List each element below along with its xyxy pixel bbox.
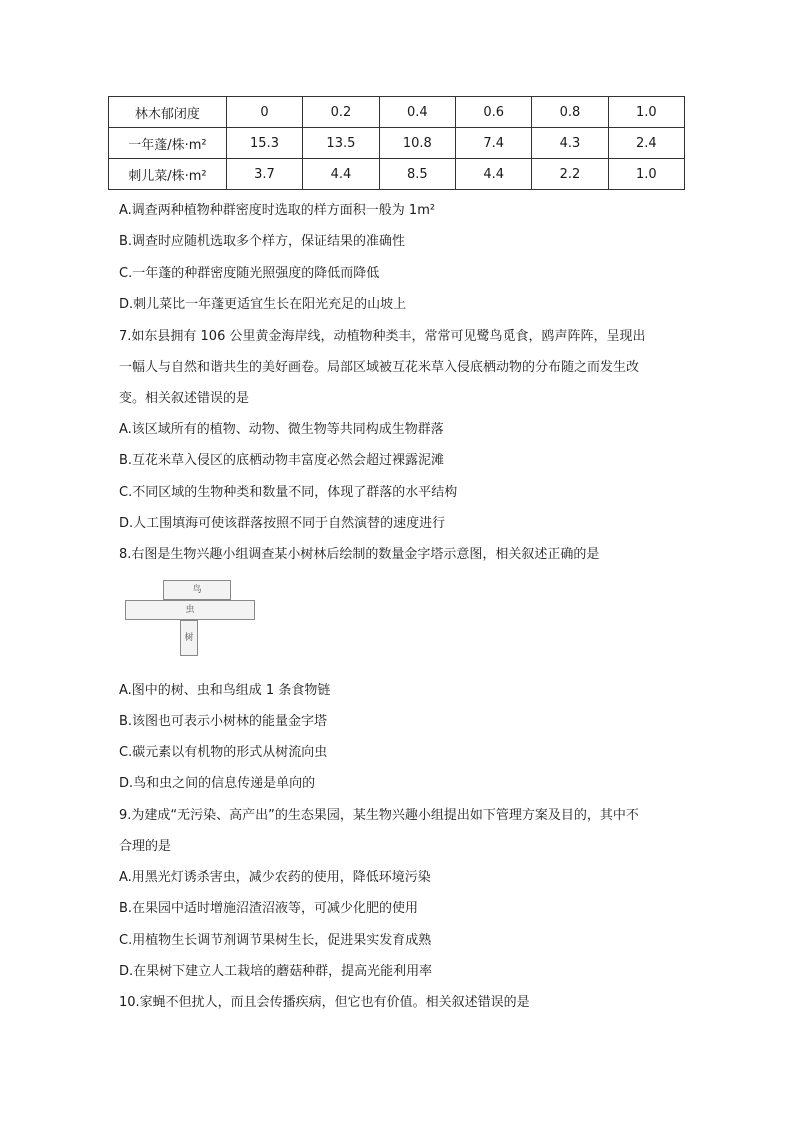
- table-cell: 一年蓬/株·m²: [109, 128, 227, 159]
- pyramid-bird-block: [163, 580, 231, 600]
- table-cell: 0.2: [303, 97, 379, 128]
- table-cell: 7.4: [456, 128, 532, 159]
- canopy-density-table: [108, 96, 685, 190]
- table-cell: 8.5: [379, 159, 455, 190]
- table-cell: 4.4: [303, 159, 379, 190]
- table-cell: 0.6: [456, 97, 532, 128]
- table-cell: 0.8: [532, 97, 608, 128]
- option-6c: C.一年蓬的种群密度随光照强度的降低而降低: [119, 266, 380, 281]
- pyramid-insect-label: 虫: [185, 605, 195, 615]
- option-8a: A.图中的树、虫和鸟组成 1 条食物链: [119, 683, 331, 698]
- table-row: [109, 159, 685, 190]
- option-6b: B.调查时应随机选取多个样方，保证结果的准确性: [119, 234, 406, 249]
- table-cell: 4.3: [532, 128, 608, 159]
- table-cell: 15.3: [226, 128, 302, 159]
- option-9b: B.在果园中适时增施沼渣沼液等，可减少化肥的使用: [119, 901, 419, 916]
- question-7-line-1: 7.如东县拥有 106 公里黄金海岸线，动植物种类丰，常常可见鹭鸟觅食，鸥声阵阵，呈现出: [119, 329, 646, 344]
- table-cell: 3.7: [226, 159, 302, 190]
- pyramid-tree-label: 树: [184, 633, 194, 643]
- table-cell: 林木郁闭度: [109, 97, 227, 128]
- option-8d: D.鸟和虫之间的信息传递是单向的: [119, 776, 316, 791]
- question-7-line-2: 一幅人与自然和谐共生的美好画卷。局部区域被互花米草入侵底栖动物的分布随之而发生改: [119, 360, 640, 375]
- pyramid-insect-block: [125, 600, 255, 620]
- option-7c: C.不同区域的生物种类和数量不同，体现了群落的水平结构: [119, 485, 458, 500]
- number-pyramid-figure: [125, 580, 395, 660]
- option-8b: B.该图也可表示小树林的能量金字塔: [119, 714, 328, 729]
- table-cell: 4.4: [456, 159, 532, 190]
- table-cell: 刺儿菜/株·m²: [109, 159, 227, 190]
- table-cell: 0: [226, 97, 302, 128]
- option-6d: D.刺儿菜比一年蓬更适宜生长在阳光充足的山坡上: [119, 297, 407, 312]
- table-cell: 2.2: [532, 159, 608, 190]
- question-9-line-1: 9.为建成“无污染、高产出”的生态果园，某生物兴趣小组提出如下管理方案及目的，其中不: [119, 808, 639, 823]
- question-8: 8.右图是生物兴趣小组调查某小树林后绘制的数量金字塔示意图，相关叙述正确的是: [119, 547, 600, 562]
- table-header-row: [109, 97, 685, 128]
- table-cell: 0.4: [379, 97, 455, 128]
- table-row: [109, 128, 685, 159]
- option-7d: D.人工围填海可使该群落按照不同于自然演替的速度进行: [119, 516, 446, 531]
- table-cell: 2.4: [608, 128, 684, 159]
- pyramid-bird-label: 鸟: [192, 585, 202, 595]
- option-6a: A.调查两种植物种群密度时选取的样方面积一般为 1m²: [119, 203, 436, 218]
- table-cell: 1.0: [608, 97, 684, 128]
- question-10: 10.家蝇不但扰人，而且会传播疾病，但它也有价值。相关叙述错误的是: [119, 995, 530, 1010]
- table-cell: 1.0: [608, 159, 684, 190]
- option-7a: A.该区域所有的植物、动物、微生物等共同构成生物群落: [119, 422, 444, 437]
- pyramid-tree-block: [180, 620, 198, 656]
- table-cell: 13.5: [303, 128, 379, 159]
- option-9c: C.用植物生长调节剂调节果树生长，促进果实发育成熟: [119, 933, 432, 948]
- option-9d: D.在果树下建立人工栽培的蘑菇种群，提高光能利用率: [119, 964, 433, 979]
- question-7-line-3: 变。相关叙述错误的是: [119, 391, 250, 406]
- table-cell: 10.8: [379, 128, 455, 159]
- option-8c: C.碳元素以有机物的形式从树流向虫: [119, 745, 328, 760]
- question-9-line-2: 合理的是: [119, 839, 172, 854]
- option-9a: A.用黑光灯诱杀害虫，减少农药的使用，降低环境污染: [119, 870, 431, 885]
- option-7b: B.互花米草入侵区的底栖动物丰富度必然会超过裸露泥滩: [119, 453, 445, 468]
